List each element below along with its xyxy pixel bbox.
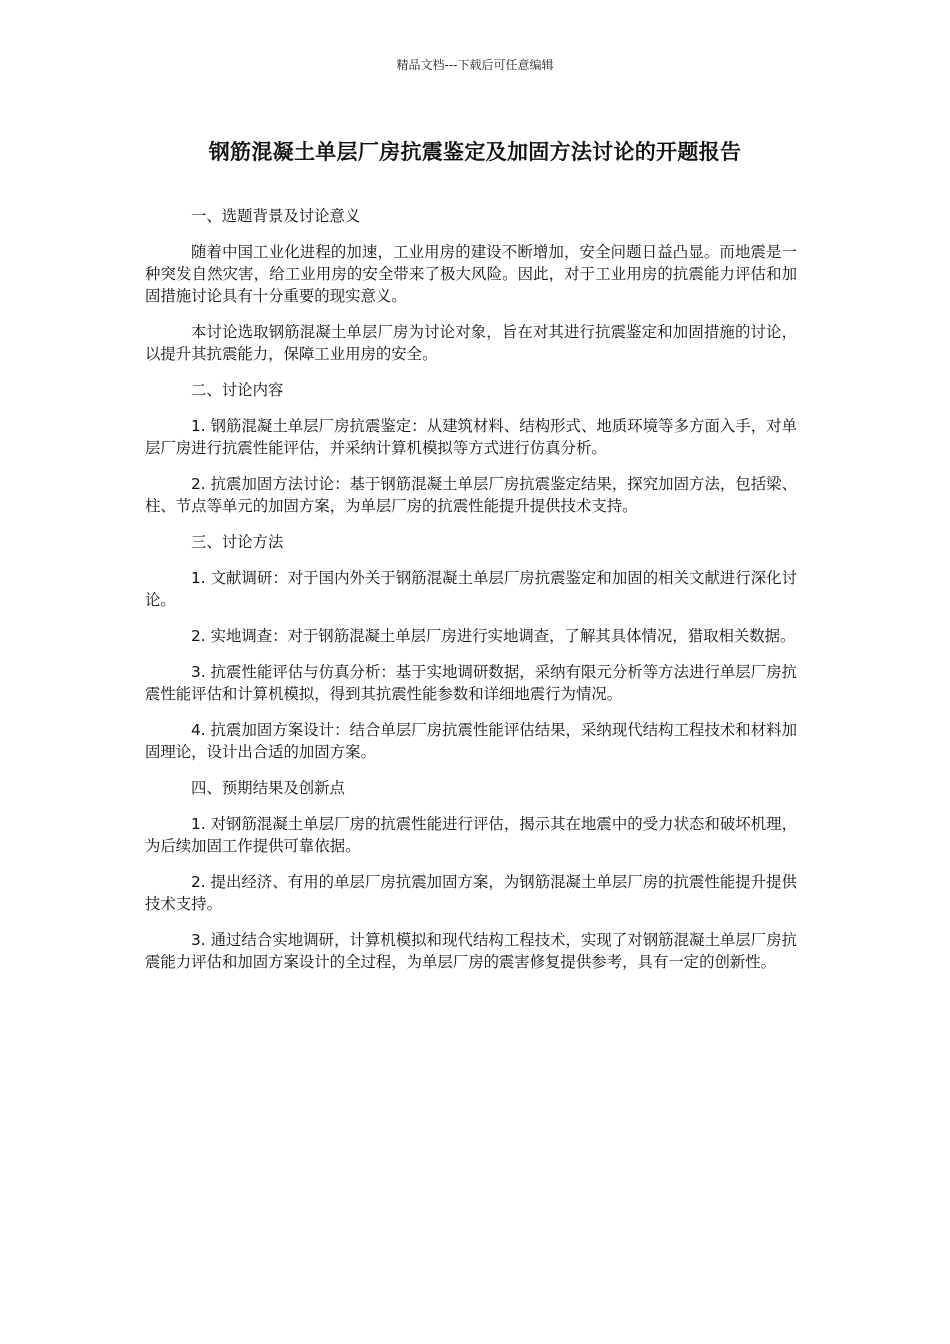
- paragraph-background-1: 随着中国工业化进程的加速，工业用房的建设不断增加，安全问题日益凸显。而地震是一种突发自然灾害，给工业用房的安全带来了极大风险。因此，对于工业用房的抗震能力评估和加固措施讨论具有十分重要的现实意义。: [145, 243, 797, 305]
- document-body: [145, 205, 797, 987]
- paragraph-methods-2: 2. 实地调查：对于钢筋混凝土单层厂房进行实地调查，了解其具体情况，猎取相关数据。: [191, 627, 796, 645]
- section-heading-background: 一、选题背景及讨论意义: [191, 207, 361, 225]
- paragraph-content-1: 1. 钢筋混凝土单层厂房抗震鉴定：从建筑材料、结构形式、地质环境等多方面入手，对单层厂房进行抗震性能评估，并采纳计算机模拟等方式进行仿真分析。: [145, 417, 797, 457]
- paragraph-results-1: 1. 对钢筋混凝土单层厂房的抗震性能进行评估，揭示其在地震中的受力状态和破坏机理，为后续加固工作提供可靠依据。: [145, 815, 797, 855]
- paragraph-methods-1: 1. 文献调研：对于国内外关于钢筋混凝土单层厂房抗震鉴定和加固的相关文献进行深化讨论。: [145, 569, 797, 609]
- paragraph-content-2: 2. 抗震加固方法讨论：基于钢筋混凝土单层厂房抗震鉴定结果，探究加固方法，包括梁、柱、节点等单元的加固方案，为单层厂房的抗震性能提升提供技术支持。: [145, 475, 797, 515]
- paragraph-methods-4: 4. 抗震加固方案设计：结合单层厂房抗震性能评估结果，采纳现代结构工程技术和材料加固理论，设计出合适的加固方案。: [145, 721, 797, 761]
- document-title: 钢筋混凝土单层厂房抗震鉴定及加固方法讨论的开题报告: [208, 140, 742, 164]
- paragraph-results-2: 2. 提出经济、有用的单层厂房抗震加固方案，为钢筋混凝土单层厂房的抗震性能提升提供技术支持。: [145, 873, 797, 913]
- paragraph-background-2: 本讨论选取钢筋混凝土单层厂房为讨论对象，旨在对其进行抗震鉴定和加固措施的讨论，以提升其抗震能力，保障工业用房的安全。: [145, 323, 797, 363]
- page-header: 精品文档---下载后可任意编辑: [396, 58, 554, 72]
- paragraph-results-3: 3. 通过结合实地调研，计算机模拟和现代结构工程技术，实现了对钢筋混凝土单层厂房抗震能力评估和加固方案设计的全过程，为单层厂房的震害修复提供参考，具有一定的创新性。: [145, 931, 797, 971]
- paragraph-methods-3: 3. 抗震性能评估与仿真分析：基于实地调研数据，采纳有限元分析等方法进行单层厂房抗震性能评估和计算机模拟，得到其抗震性能参数和详细地震行为情况。: [145, 663, 797, 703]
- section-heading-results: 四、预期结果及创新点: [191, 779, 345, 797]
- section-heading-methods: 三、讨论方法: [191, 533, 284, 551]
- section-heading-content: 二、讨论内容: [191, 381, 284, 399]
